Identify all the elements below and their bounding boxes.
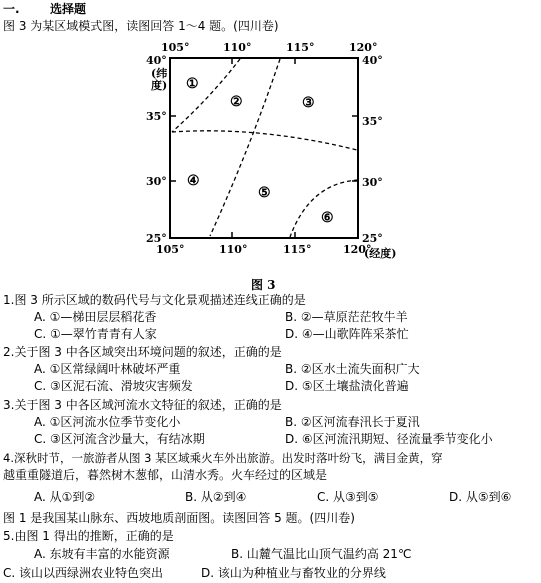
q4-option-c: C. 从③到⑤	[317, 490, 379, 504]
region-6-label: ⑥	[321, 210, 334, 226]
q3-option-c: C. ③区河流含沙量大，有结冰期	[34, 432, 205, 446]
figure-caption: 图 3	[251, 278, 276, 292]
q2-option-d: D. ⑤区土壤盐渍化普遍	[285, 379, 409, 393]
q5-option-b: B. 山麓气温比山顶气温约高 21℃	[231, 547, 412, 561]
q1-option-d: D. ④—山歌阵阵采茶忙	[285, 327, 409, 341]
lon-top-110: 110°	[223, 41, 252, 54]
lat-left-25: 25°	[146, 232, 167, 245]
lon-top-120: 120°	[349, 41, 378, 54]
lat-left-35: 35°	[146, 110, 167, 123]
q2-option-b: B. ②区水土流失面积广大	[285, 362, 420, 376]
q5-option-a: A. 东坡有丰富的水能资源	[34, 547, 170, 561]
q3-stem: 3.关于图 3 中各区域河流水文特征的叙述，正确的是	[3, 398, 282, 412]
lat-right-35: 35°	[362, 115, 383, 128]
region-4-label: ④	[187, 173, 200, 189]
intro-text-2: 图 1 是我国某山脉东、西坡地质剖面图。读图回答 5 题。(四川卷)	[3, 511, 355, 525]
q4-option-d: D. 从⑤到⑥	[449, 490, 512, 504]
q3-option-b: B. ②区河流春汛长于夏汛	[285, 415, 420, 429]
boundary-4	[290, 180, 358, 237]
intro-text-1: 图 3 为某区域模式图，读图回答 1～4 题。(四川卷)	[3, 19, 279, 33]
q4-stem-line-1: 4.深秋时节，一旅游者从图 3 某区域乘火车外出旅游。出发时落叶纷飞，满目金黄，穿	[3, 451, 443, 465]
region-3-label: ③	[302, 95, 315, 111]
q1-stem: 1.图 3 所示区域的数码代号与文化景观描述连线正确的是	[3, 293, 306, 307]
lon-bottom-105: 105°	[156, 243, 185, 256]
region-model-map	[140, 38, 400, 288]
q2-option-a: A. ①区常绿阔叶林破坏严重	[34, 362, 181, 376]
q1-option-a: A. ①—梯田层层稻花香	[34, 310, 157, 324]
q1-option-c: C. ①—翠竹青青有人家	[34, 327, 157, 341]
lon-top-115: 115°	[286, 41, 315, 54]
lat-right-25: 25°	[362, 232, 383, 245]
q5-option-d: D. 该山为种植业与畜牧业的分界线	[201, 566, 386, 580]
q2-option-c: C. ③区泥石流、滑坡灾害频发	[34, 379, 193, 393]
region-5-label: ⑤	[258, 185, 271, 201]
lon-bottom-120: 120°	[343, 243, 372, 256]
lon-bottom-115: 115°	[283, 243, 312, 256]
lat-axis-label: (纬度)	[151, 67, 168, 92]
region-2-label: ②	[230, 94, 243, 110]
lat-right-40: 40°	[362, 54, 383, 67]
section-title: 选择题	[50, 2, 87, 16]
q2-stem: 2.关于图 3 中各区域突出环境问题的叙述，正确的是	[3, 345, 282, 359]
q1-option-b: B. ②—草原茫茫牧牛羊	[285, 310, 408, 324]
q5-option-c: C. 该山以西绿洲农业特色突出	[3, 566, 164, 580]
q4-stem-line-2: 越重重隧道后，暮然树木葱郁，山清水秀。火车经过的区域是	[3, 468, 328, 482]
q3-option-d: D. ⑥区河流汛期短、径流量季节变化小	[285, 432, 493, 446]
boundary-3	[172, 131, 357, 150]
lat-left-30: 30°	[146, 175, 167, 188]
q4-option-a: A. 从①到②	[34, 490, 96, 504]
lon-top-105: 105°	[161, 41, 190, 54]
q3-option-a: A. ①区河流水位季节变化小	[34, 415, 181, 429]
lat-left-40: 40°	[146, 54, 167, 67]
lon-axis-label: (经度)	[364, 247, 397, 260]
q4-option-b: B. 从②到④	[185, 490, 247, 504]
q5-stem: 5.由图 1 得出的推断，正确的是	[3, 529, 174, 543]
lon-bottom-110: 110°	[219, 243, 248, 256]
boundary-2	[210, 59, 280, 236]
section-number: 一.	[3, 2, 20, 16]
region-1-label: ①	[186, 76, 199, 92]
lat-right-30: 30°	[362, 176, 383, 189]
